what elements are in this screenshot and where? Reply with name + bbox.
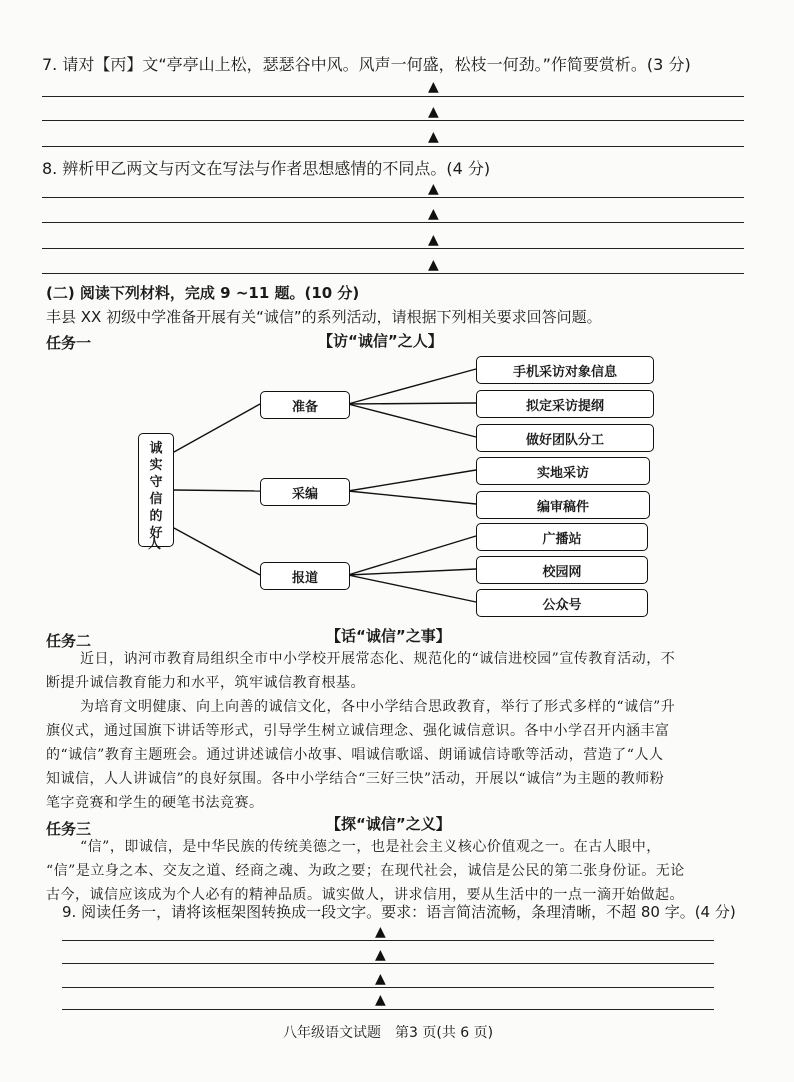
leaf-box: 拟定采访提纲 [476,390,654,418]
paragraph-line: 知诚信，人人讲诚信”的良好氛围。各中小学结合“三好三快”活动，开展以“诚信”为主题的教师粉 [46,771,665,787]
paragraph-line: 的“诚信”教育主题班会。通过讲述诚信小故事、唱诚信歌谣、朗诵诚信诗歌等活动，营造了“人人 [46,747,664,763]
answer-marker: ▲ [428,206,439,222]
page-footer: 八年级语文试题 第3 页(共 6 页) [283,1025,494,1041]
task-1-label: 任务一 [46,334,92,352]
task-2-title: 【话“诚信”之事】 [326,627,451,645]
leaf-box: 公众号 [476,589,648,617]
answer-line[interactable] [62,1009,714,1010]
root-char: 人 [148,537,162,552]
answer-marker: ▲ [375,971,386,987]
paragraph-line: 古今，诚信应该成为个人必有的精神品质。诚实做人，讲求信用，要从生活中的一点一滴开始做起。 [46,887,684,903]
answer-line[interactable] [62,963,714,964]
section-intro: 丰县 XX 初级中学准备开展有关“诚信”的系列活动，请根据下列相关要求回答问题。 [46,308,602,326]
answer-marker: ▲ [375,992,386,1008]
leaf-box: 做好团队分工 [476,424,654,452]
mind-map-root [138,433,174,547]
answer-marker: ▲ [428,181,439,197]
paragraph-line: 笔字竞赛和学生的硬笔书法竞赛。 [46,795,264,811]
root-char: 的 [149,509,163,524]
answer-marker: ▲ [428,257,439,273]
paragraph-line: 为培育文明健康、向上向善的诚信文化，各中小学结合思政教育，举行了形式多样的“诚信”升 [80,699,676,715]
question-9: 9. 阅读任务一，请将该框架图转换成一段文字。要求：语言简洁流畅，条理清晰，不超 80 字。(4 分) [62,903,736,921]
answer-marker: ▲ [428,232,439,248]
paragraph-line: 断提升诚信教育能力和水平，筑牢诚信教育根基。 [46,675,365,691]
answer-marker: ▲ [428,79,439,95]
leaf-box: 编审稿件 [476,491,650,519]
task-3-label: 任务三 [46,820,92,838]
question-7: 7. 请对【丙】文“亭亭山上松，瑟瑟谷中风。风声一何盛，松枝一何劲。”作简要赏析。(3 分) [42,55,691,74]
section-heading: (二) 阅读下列材料，完成 9 ~11 题。(10 分) [46,284,360,302]
paragraph-line: 近日，讷河市教育局组织全市中小学校开展常态化、规范化的“诚信进校园”宣传教育活动，不 [80,651,676,667]
branch-prepare: 准备 [260,391,350,419]
root-char: 诚 [149,441,163,456]
leaf-box: 手机采访对象信息 [476,356,654,384]
answer-marker: ▲ [375,924,386,940]
task-2-label: 任务二 [46,632,92,650]
answer-line[interactable] [62,987,714,988]
leaf-box: 实地采访 [476,457,650,485]
task-1-title: 【访“诚信”之人】 [318,332,443,350]
branch-edit: 采编 [260,478,350,506]
paragraph-line: 旗仪式，通过国旗下讲话等形式，引导学生树立诚信理念、强化诚信意识。各中小学召开内涵丰富 [46,723,670,739]
root-char: 好 [149,526,163,541]
leaf-box: 广播站 [476,523,648,551]
task-3-title: 【探“诚信”之义】 [326,815,451,833]
answer-line[interactable] [62,940,714,941]
answer-marker: ▲ [375,947,386,963]
root-char: 信 [149,492,163,507]
leaf-box: 校园网 [476,556,648,584]
question-8: 8. 辨析甲乙两文与丙文在写法与作者思想感情的不同点。(4 分) [42,159,491,178]
answer-marker: ▲ [428,129,439,145]
branch-report: 报道 [260,562,350,590]
root-char: 守 [149,475,163,490]
root-char: 实 [149,458,163,473]
answer-marker: ▲ [428,104,439,120]
paragraph-line: “信”，即诚信，是中华民族的传统美德之一，也是社会主义核心价值观之一。在古人眼中， [80,839,661,855]
paragraph-line: “信”是立身之本、交友之道、经商之魂、为政之要；在现代社会，诚信是公民的第二张身份证。无论 [46,863,685,879]
